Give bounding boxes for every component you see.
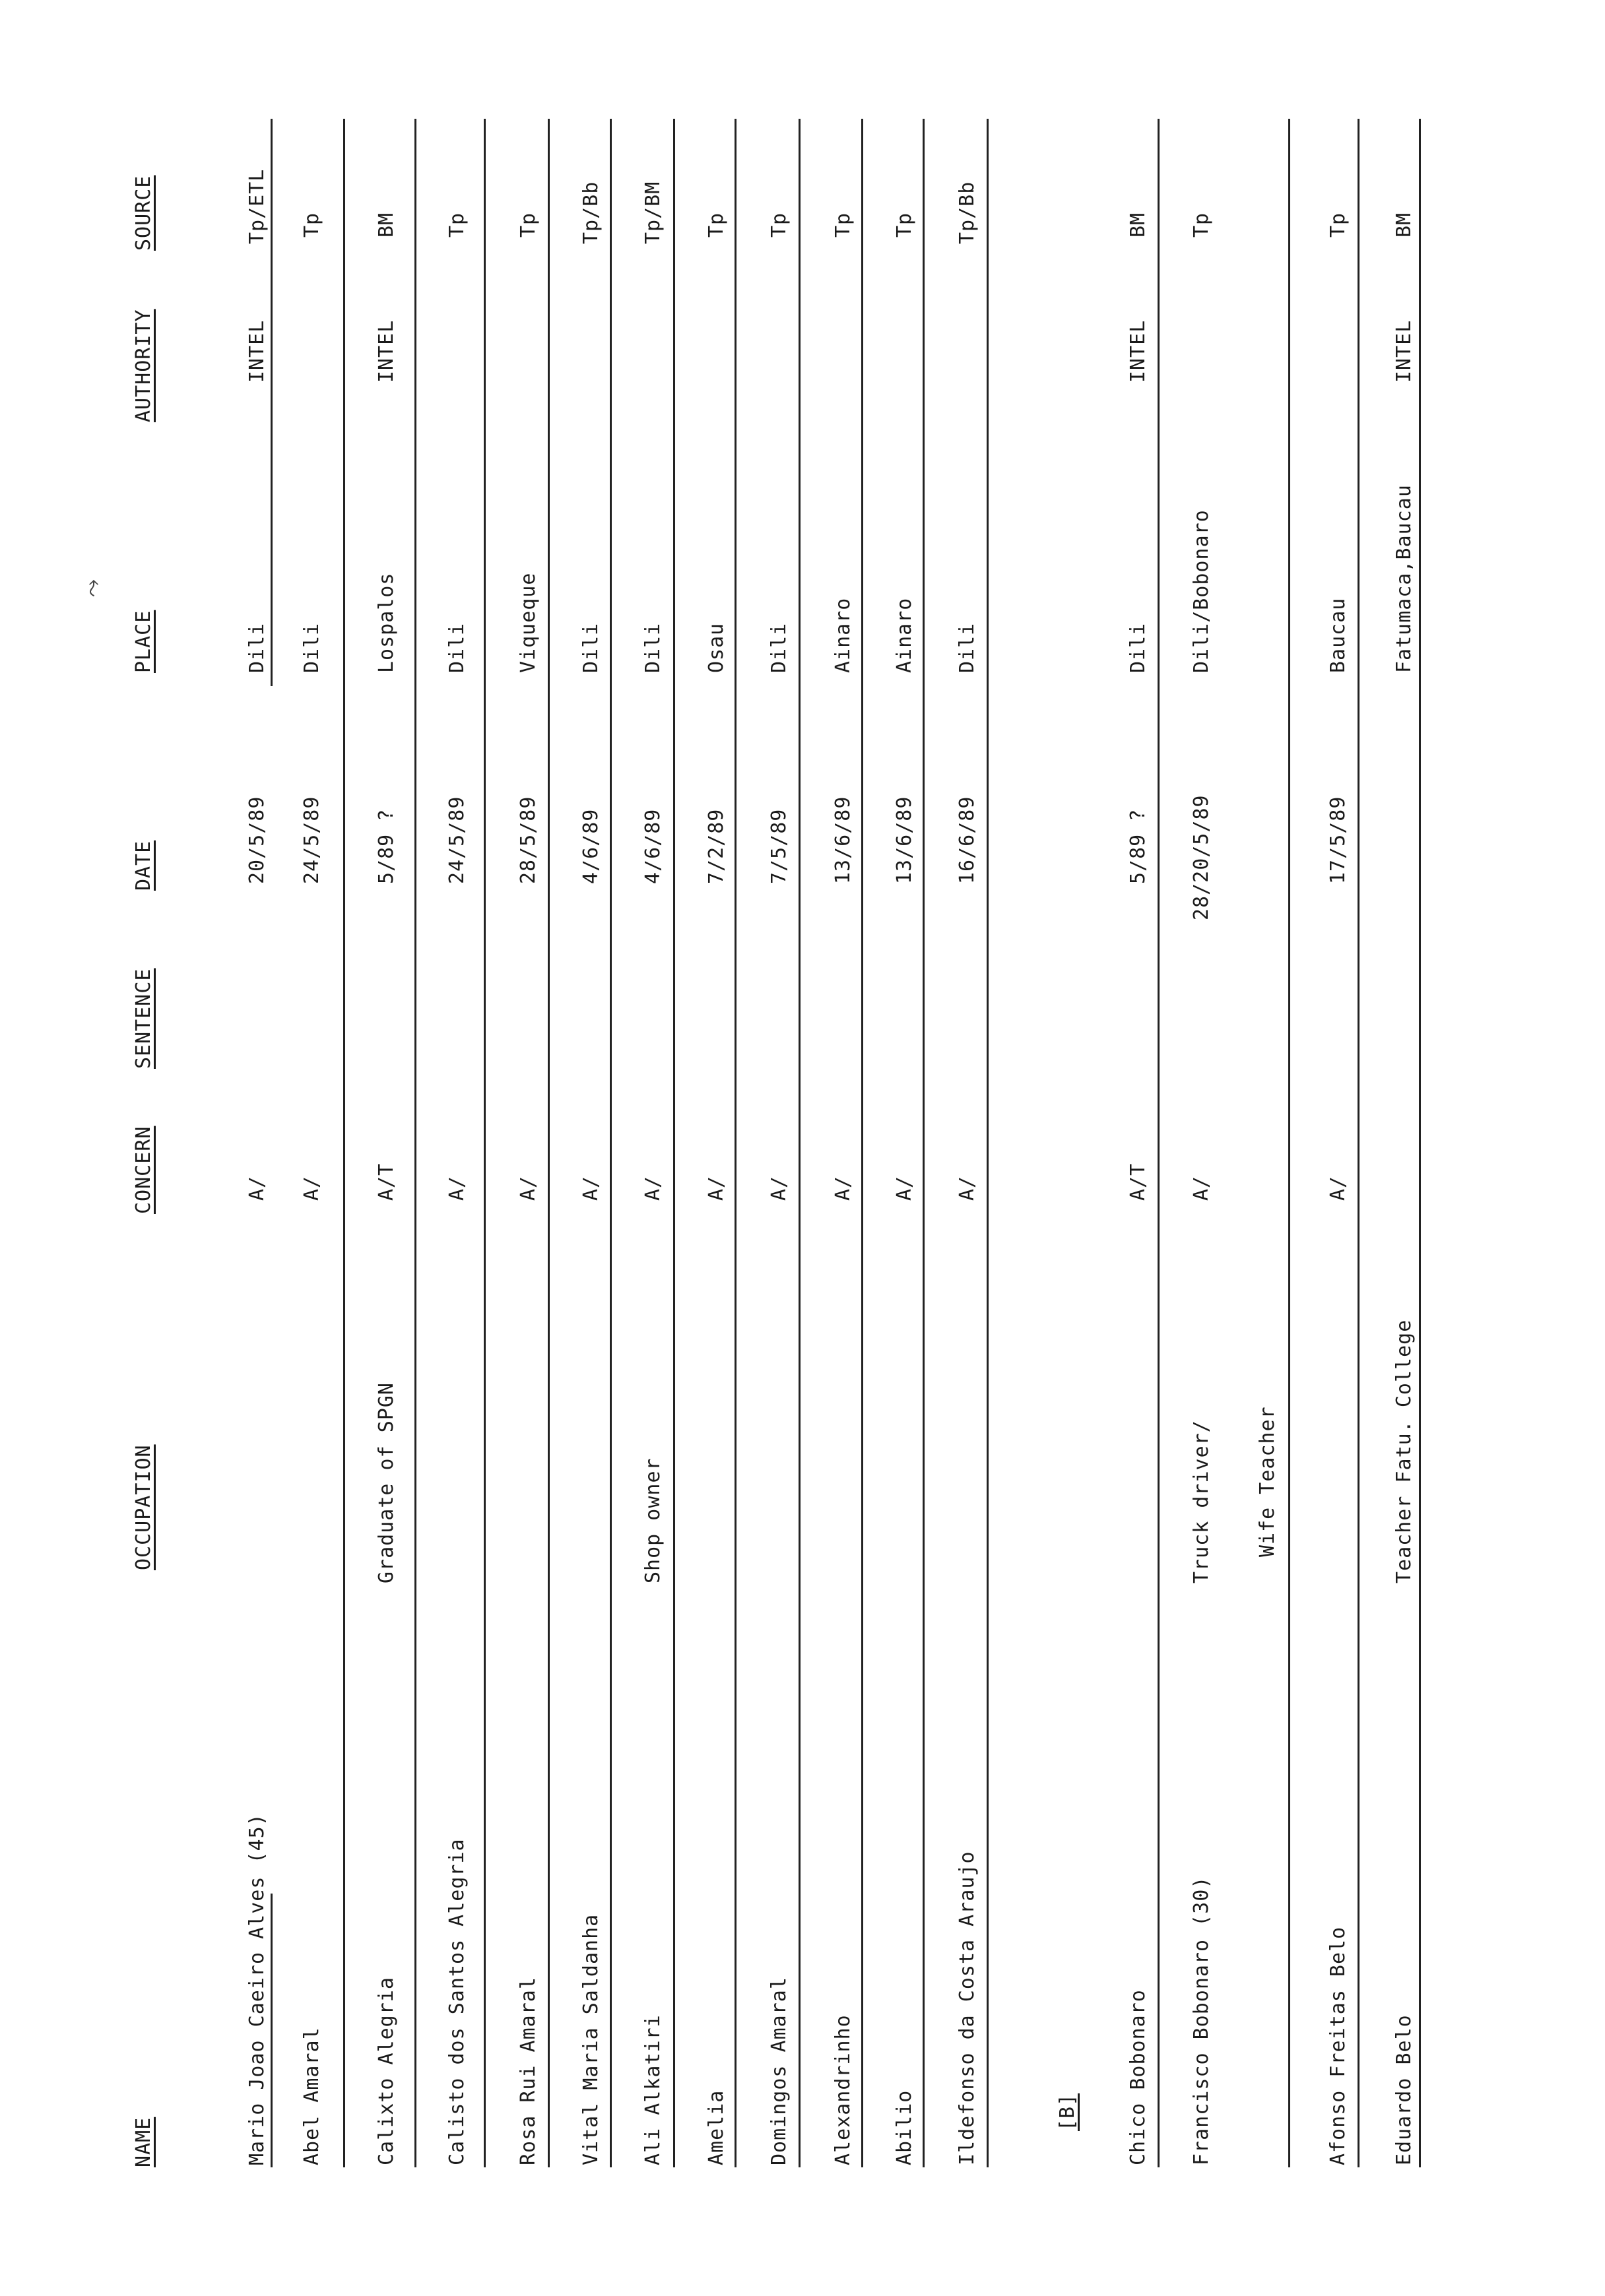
row-place: Dili <box>768 622 791 673</box>
row-place: Dili <box>956 622 979 673</box>
section-marker: [B] <box>1056 2093 1079 2131</box>
row-rule <box>923 119 925 2167</box>
row-occupation: Shop owner <box>641 1457 665 1583</box>
row-rule <box>1358 119 1359 2167</box>
header-name: NAME <box>132 2117 155 2167</box>
pen-mark: ⤳ <box>79 579 106 597</box>
row-concern: A/ <box>246 1175 269 1201</box>
row-name: Chico Bobonaro <box>1127 1989 1150 2165</box>
row-date: 20/5/89 <box>246 796 269 884</box>
row-rule <box>673 119 675 2167</box>
row-source: BM <box>375 212 398 238</box>
row-name: Afonso Freitas Belo <box>1327 1926 1350 2165</box>
header-occupation: OCCUPATION <box>132 1444 155 1570</box>
row-concern: A/ <box>300 1175 323 1201</box>
row-rule <box>548 119 550 2167</box>
row-concern: A/ <box>1190 1175 1213 1201</box>
row-rule <box>799 119 801 2167</box>
row-concern: A/ <box>445 1175 469 1201</box>
row-place: Lospalos <box>375 572 398 673</box>
row-source: Tp/Bb <box>956 181 979 244</box>
row-source: Tp/Bb <box>579 181 603 244</box>
row-concern: A/ <box>1327 1175 1350 1201</box>
row-source: Tp <box>1190 212 1213 238</box>
row-place: Fatumaca,Baucau <box>1392 484 1416 673</box>
row-date: 4/6/89 <box>641 808 665 884</box>
row-occupation: Graduate of SPGN <box>375 1382 398 1583</box>
row-place: Dili <box>445 622 469 673</box>
row-date: 17/5/89 <box>1327 796 1350 884</box>
row-date: 28/20/5/89 <box>1190 794 1213 920</box>
row-rule <box>484 119 486 2167</box>
row-source: Tp <box>893 212 916 238</box>
row-source: Tp <box>705 212 728 238</box>
row-source: Tp <box>300 212 323 238</box>
row-source: Tp <box>832 212 855 238</box>
row-source: Tp/ETL <box>246 168 269 244</box>
row-rule <box>271 1894 273 2167</box>
row-place: Ainaro <box>893 597 916 673</box>
row-name: Eduardo Belo <box>1392 2014 1416 2165</box>
row-name: Abel Amaral <box>300 2027 323 2165</box>
row-place: Dili <box>300 622 323 673</box>
row-authority: INTEL <box>1392 319 1416 383</box>
row-name: Calixto Alegria <box>375 1977 398 2165</box>
row-source: BM <box>1392 212 1416 238</box>
row-rule <box>414 119 416 2167</box>
header-concern: CONCERN <box>132 1126 155 1214</box>
row-name: Amelia <box>705 2089 728 2165</box>
row-name: Abilio <box>893 2089 916 2165</box>
header-place: PLACE <box>132 610 155 673</box>
row-authority: INTEL <box>246 319 269 383</box>
row-rule <box>271 119 273 686</box>
row-concern: A/ <box>705 1175 728 1201</box>
row-name: Vital Maria Saldanha <box>579 1913 603 2165</box>
row-date: 13/6/89 <box>893 796 916 884</box>
row-date: 5/89 ? <box>1127 808 1150 884</box>
row-rule <box>987 119 989 2167</box>
row-date: 24/5/89 <box>300 796 323 884</box>
header-sentence: SENTENCE <box>132 968 155 1069</box>
header-source: SOURCE <box>132 175 155 251</box>
row-authority: INTEL <box>1127 319 1150 383</box>
row-concern: A/T <box>375 1163 398 1201</box>
row-place: Baucau <box>1327 597 1350 673</box>
row-name: Ali Alkatiri <box>641 2014 665 2165</box>
row-place: Dili <box>246 622 269 673</box>
row-source: BM <box>1127 212 1150 238</box>
row-rule <box>1419 119 1421 2167</box>
row-concern: A/ <box>893 1175 916 1201</box>
row-source: Tp <box>1327 212 1350 238</box>
row-date: 13/6/89 <box>832 796 855 884</box>
row-date: 16/6/89 <box>956 796 979 884</box>
row-name: Calisto dos Santos Alegria <box>445 1838 469 2165</box>
row-name: Mario Joao Caeiro Alves (45) <box>246 1813 269 2165</box>
row-concern: A/ <box>956 1175 979 1201</box>
row-date: 28/5/89 <box>517 796 540 884</box>
row-place: Viqueque <box>517 572 540 673</box>
row-rule <box>861 119 863 2167</box>
row-concern: A/ <box>641 1175 665 1201</box>
row-place: Dili <box>579 622 603 673</box>
row-name: Alexandrinho <box>832 2014 855 2165</box>
header-date: DATE <box>132 840 155 891</box>
row-source: Tp <box>445 212 469 238</box>
row-place: Dili <box>641 622 665 673</box>
row-date: 5/89 ? <box>375 808 398 884</box>
row-authority: INTEL <box>375 319 398 383</box>
row-date: 7/2/89 <box>705 808 728 884</box>
row-source: Tp <box>517 212 540 238</box>
row-place: Dili/Bobonaro <box>1190 509 1213 673</box>
row-name: Francisco Bobonaro (30) <box>1190 1876 1213 2165</box>
row-name: Ildefonso da Costa Araujo <box>956 1851 979 2165</box>
row-date: 4/6/89 <box>579 808 603 884</box>
row-place: Osau <box>705 622 728 673</box>
row-date: 7/5/89 <box>768 808 791 884</box>
row-concern: A/ <box>579 1175 603 1201</box>
row-rule <box>1288 119 1290 2167</box>
row-rule <box>610 119 612 2167</box>
row-place: Dili <box>1127 622 1150 673</box>
row-source: Tp <box>768 212 791 238</box>
row-occupation: Truck driver/ <box>1190 1420 1213 1583</box>
row-concern: A/ <box>768 1175 791 1201</box>
row-rule <box>343 119 345 2167</box>
row-concern: A/ <box>832 1175 855 1201</box>
row-date: 24/5/89 <box>445 796 469 884</box>
header-authority: AUTHORITY <box>132 309 155 422</box>
row-name: Rosa Rui Amaral <box>517 1977 540 2165</box>
row-source: Tp/BM <box>641 181 665 244</box>
row-concern: A/T <box>1127 1163 1150 1201</box>
row-occupation: Teacher Fatu. College <box>1392 1319 1416 1583</box>
row-rule <box>735 119 737 2167</box>
row-concern: A/ <box>517 1175 540 1201</box>
row-rule <box>1158 119 1160 2167</box>
row-name: Domingos Amaral <box>768 1977 791 2165</box>
row-place: Ainaro <box>832 597 855 673</box>
row-occupation: Wife Teacher <box>1256 1406 1279 1557</box>
